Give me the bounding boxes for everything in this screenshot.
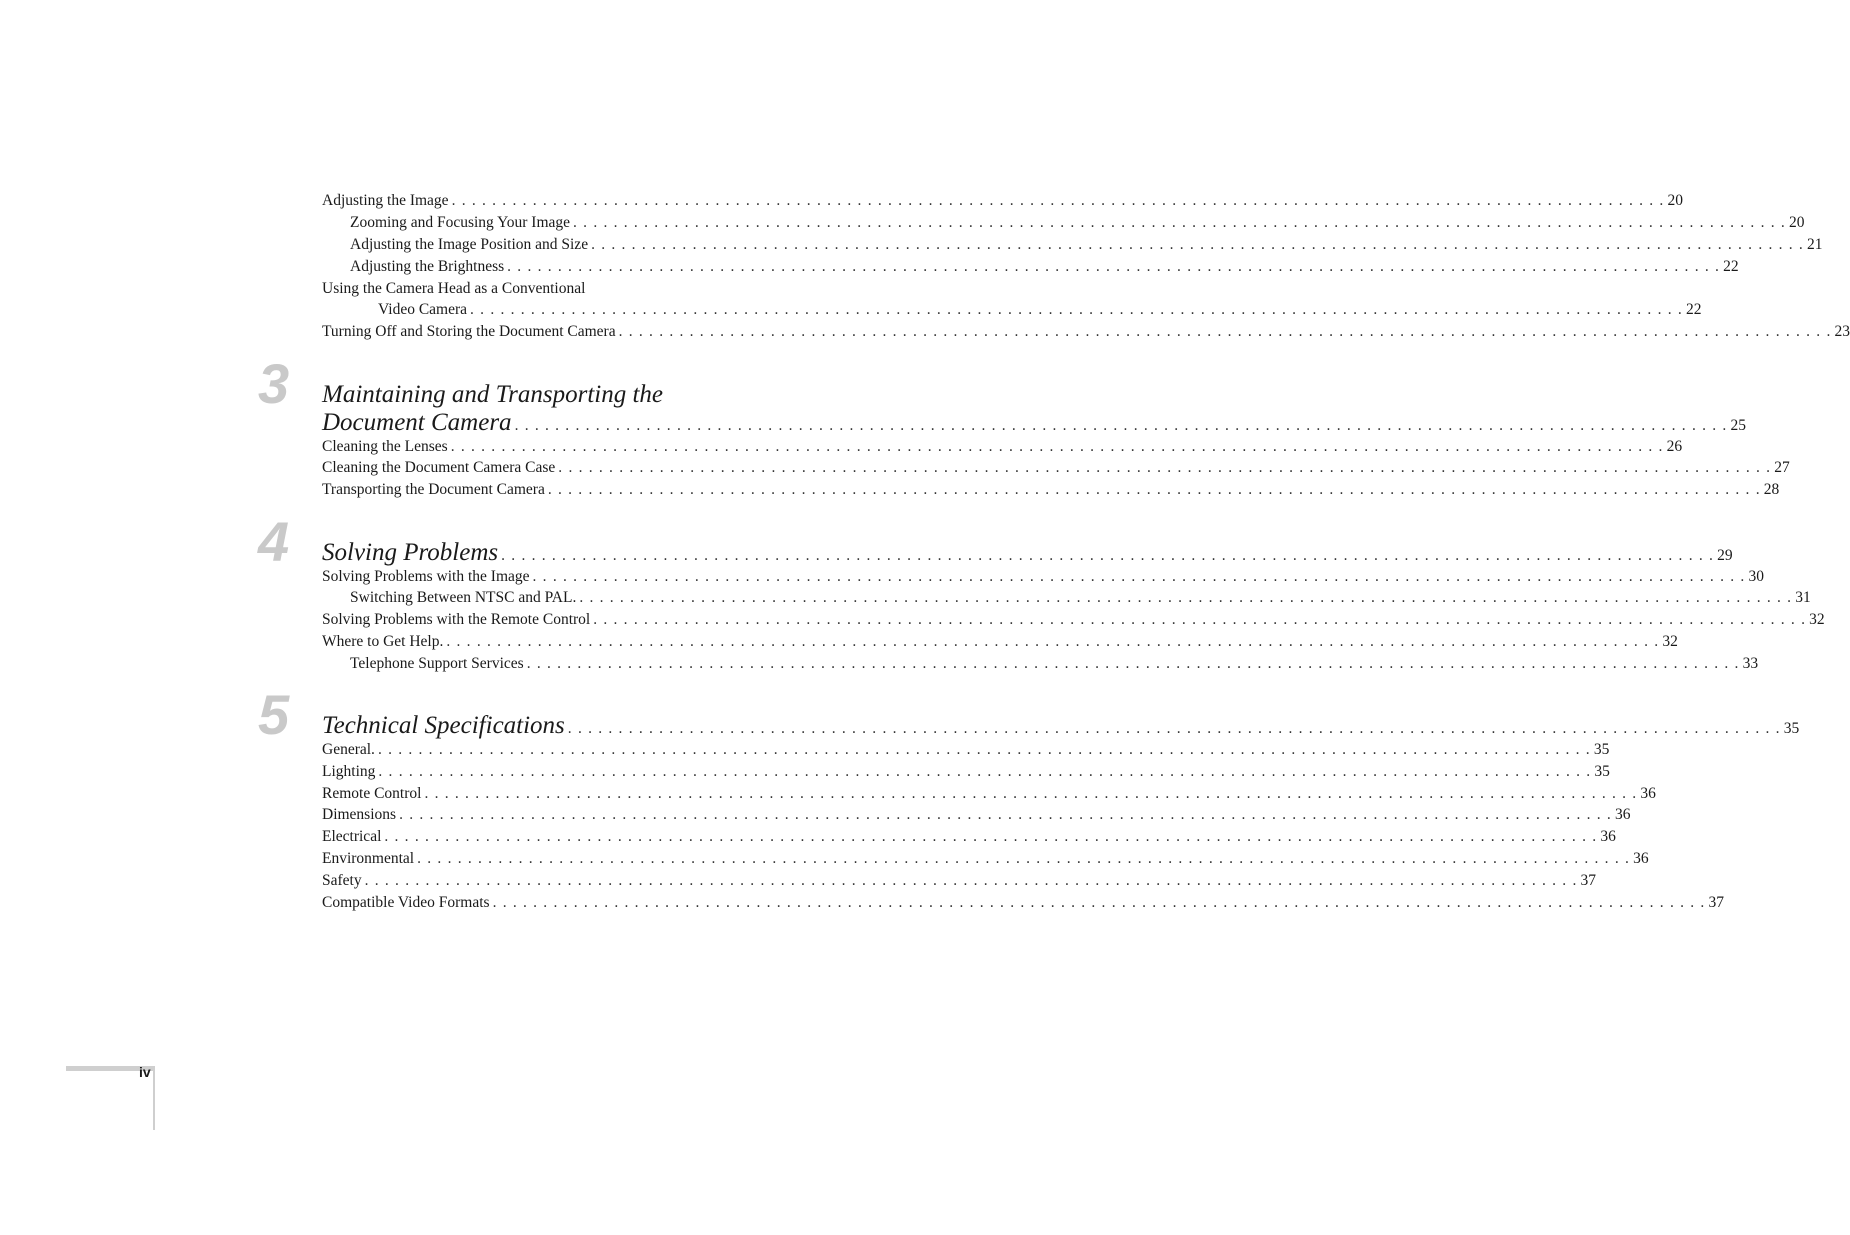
toc-entry-page: 36 bbox=[1633, 850, 1649, 867]
toc-entry-page: 23 bbox=[1834, 323, 1850, 340]
dot-leader: . . . . . . . . . . . . . . . . . . . . . . . . . . . . . . . . . . . . . . . . . . . . . . . . . . . . . . . . . . . . . . . . . . . . . . . . . . . . . . . . . . . . . . . . . . . . . . . . . . . . . . . . . . . . . . . . . . . . . . . . bbox=[558, 459, 1772, 476]
toc-entry[interactable] bbox=[322, 481, 1780, 499]
toc-entry-title: Environmental bbox=[322, 850, 415, 867]
toc-entry-page: 32 bbox=[1662, 633, 1678, 650]
toc-entry-title: Adjusting the Image bbox=[322, 192, 449, 209]
toc-entry-page: 27 bbox=[1774, 459, 1790, 476]
toc-entry[interactable] bbox=[322, 323, 1850, 341]
dot-leader: . . . . . . . . . . . . . . . . . . . . . . . . . . . . . . . . . . . . . . . . . . . . . . . . . . . . . . . . . . . . . . . . . . . . . . . . . . . . . . . . . . . . . . . . . . . . . . . . . . . . . . . . . . . . . . . . . . . . . . . . bbox=[378, 763, 1592, 780]
toc-entry-title: Turning Off and Storing the Document Camera bbox=[322, 323, 616, 340]
toc-entry-page: 33 bbox=[1742, 655, 1759, 672]
toc-entry-page: 36 bbox=[1600, 828, 1616, 845]
toc-entry-page: 20 bbox=[1788, 214, 1805, 231]
toc-entry-title: Solving Problems with the Remote Control bbox=[322, 611, 591, 628]
dot-leader: . . . . . . . . . . . . . . . . . . . . . . . . . . . . . . . . . . . . . . . . . . . . . . . . . . . . . . . . . . . . . . . . . . . . . . . . . . . . . . . . . . . . . . . . . . . . . . . . . . . . . . . . . . . . . . . . . . . . . . . . bbox=[593, 611, 1807, 628]
toc-entry-title: Solving Problems with the Image bbox=[322, 568, 530, 585]
toc-entry-page: 32 bbox=[1809, 611, 1825, 628]
toc-entry[interactable] bbox=[322, 806, 1631, 824]
toc-entry-page: 37 bbox=[1580, 872, 1597, 889]
page-number: iv bbox=[139, 1064, 151, 1080]
dot-leader: . . . . . . . . . . . . . . . . . . . . . . . . . . . . . . . . . . . . . . . . . . . . . . . . . . . . . . . . . . . . . . . . . . . . . . . . . . . . . . . . . . . . . . . . . . . . . . . . . . . . . . . . . . . . . . . . . . . . . . . . bbox=[526, 655, 1740, 672]
toc-entry[interactable] bbox=[322, 785, 1656, 803]
dot-leader: . . . . . . . . . . . . . . . . . . . . . . . . . . . . . . . . . . . . . . . . . . . . . . . . . . . . . . . . . . . . . . . . . . . . . . . . . . . . . . . . . . . . . . . . . . . . . . . . . . . . . . . . . . . . . . . . . . . . . . . . bbox=[450, 438, 1664, 455]
toc-entry-title: Video Camera bbox=[378, 301, 468, 318]
chapter-page: 29 bbox=[1717, 547, 1733, 564]
toc-entry[interactable] bbox=[322, 192, 1683, 210]
toc-entry[interactable] bbox=[322, 459, 1790, 477]
toc-entry-page: 20 bbox=[1667, 192, 1683, 209]
toc-entry-title-line[interactable]: Using the Camera Head as a Conventional bbox=[322, 280, 586, 297]
dot-leader: . . . . . . . . . . . . . . . . . . . . . . . . . . . . . . . . . . . . . . . . . . . . . . . . . . . . . . . . . . . . . . . . . . . . . . . . . . . . . . . . . . . . . . . . . . . . . . . . . . . . . . . . . . . . . . . . . . . . . . . . bbox=[547, 481, 1761, 498]
chapter-number: 4 bbox=[258, 510, 290, 573]
dot-leader: . . . . . . . . . . . . . . . . . . . . . . . . . . . . . . . . . . . . . . . . . . . . . . . . . . . . . . . . . . . . . . . . . . . . . . . . . . . . . . . . . . . . . . . . . . . . . . . . . . . . . . . . . . . . . . . . . . . . . . . . bbox=[532, 568, 1746, 585]
chapter-heading[interactable] bbox=[322, 538, 1733, 571]
toc-entry-title: Zooming and Focusing Your Image bbox=[350, 214, 571, 231]
toc-entry-page: 28 bbox=[1763, 481, 1780, 498]
folio-vertical-rule bbox=[153, 1066, 155, 1130]
dot-leader: . . . . . . . . . . . . . . . . . . . . . . . . . . . . . . . . . . . . . . . . . . . . . . . . . . . . . . . . . . . . . . . . . . . . . . . . . . . . . . . . . . . . . . . . . . . . . . . . . . . . . . . . . . . . . . . . . . . . . . . . bbox=[399, 806, 1612, 823]
toc-entry[interactable] bbox=[350, 214, 1805, 232]
toc-entry[interactable] bbox=[322, 828, 1616, 846]
dot-leader: . . . . . . . . . . . . . . . . . . . . . . . . . . . . . . . . . . . . . . . . . . . . . . . . . . . . . . . . . . . . . . . . . . . . . . . . . . . . . . . . . . . . . . . . . . . . . . . . . . . . . . . . . . . . . . . . . . . . . . . . bbox=[377, 741, 1591, 758]
dot-leader: . . . . . . . . . . . . . . . . . . . . . . . . . . . . . . . . . . . . . . . . . . . . . . . . . . . . . . . . . . . . . . . . . . . . . . . . . . . . . . . . . . . . . . . . . . . . . . . . . . . . . . . . . . . . . . . . . . . . . . . . bbox=[451, 192, 1665, 209]
chapter-number: 5 bbox=[258, 683, 290, 746]
toc-entry-page: 36 bbox=[1615, 806, 1631, 823]
dot-leader: . . . . . . . . . . . . . . . . . . . . . . . . . . . . . . . . . . . . . . . . . . . . . . . . . . . . . . . . . . . . . . . . . . . . . . . . . . . . . . . . . . . . . . . . . . . . . . . . . . . . . . . . . . . . . . . . . . . . . . . . bbox=[384, 828, 1598, 845]
toc-entry-title: Adjusting the Image Position and Size bbox=[350, 236, 589, 253]
chapter-page: 35 bbox=[1783, 720, 1800, 737]
toc-entry[interactable] bbox=[350, 655, 1759, 673]
toc-entry-page: 21 bbox=[1807, 236, 1823, 253]
toc-entry[interactable] bbox=[350, 236, 1823, 254]
dot-leader: . . . . . . . . . . . . . . . . . . . . . . . . . . . . . . . . . . . . . . . . . . . . . . . . . . . . . . . . . . . . . . . . . . . . . . . . . . . . . . . . . . . . . . . . . . . . . . . . . . . . . . . . . . . . . . . . . . . . . . . . bbox=[492, 894, 1706, 911]
toc-entry[interactable] bbox=[322, 741, 1610, 759]
toc-entry[interactable] bbox=[322, 763, 1610, 781]
dot-leader: . . . . . . . . . . . . . . . . . . . . . . . . . . . . . . . . . . . . . . . . . . . . . . . . . . . . . . . . . . . . . . . . . . . . . . . . . . . . . . . . . . . . . . . . . . . . . . . . . . . . . . . . . . . . . . . . . . . . . . . . bbox=[591, 236, 1805, 253]
toc-entry-page: 36 bbox=[1640, 785, 1656, 802]
toc-entry[interactable] bbox=[322, 894, 1724, 912]
toc-entry-title: General. bbox=[322, 741, 375, 758]
toc-entry-page: 31 bbox=[1795, 589, 1811, 606]
toc-entry-title: Adjusting the Brightness bbox=[350, 258, 505, 275]
toc-entry-title: Remote Control bbox=[322, 785, 422, 802]
toc-entry-title: Where to Get Help. bbox=[322, 633, 444, 650]
toc-entry-title: Lighting bbox=[322, 763, 376, 780]
toc-entry-title: Cleaning the Document Camera Case bbox=[322, 459, 556, 476]
toc-entry[interactable] bbox=[322, 568, 1764, 586]
chapter-number: 3 bbox=[258, 352, 290, 415]
toc-entry-page: 35 bbox=[1594, 763, 1610, 780]
dot-leader: . . . . . . . . . . . . . . . . . . . . . . . . . . . . . . . . . . . . . . . . . . . . . . . . . . . . . . . . . . . . . . . . . . . . . . . . . . . . . . . . . . . . . . . . . . . . . . . . . . . . . . . . . . . . . . . . . . . . . . . . bbox=[424, 785, 1638, 802]
chapter-heading[interactable] bbox=[322, 408, 1746, 441]
dot-leader: . . . . . . . . . . . . . . . . . . . . . . . . . . . . . . . . . . . . . . . . . . . . . . . . . . . . . . . . . . . . . . . . . . . . . . . . . . . . . . . . . . . . . . . . . . . . . . . . . . . . . . . . . . . . . . . . . . . . . . . . bbox=[573, 214, 1786, 231]
toc-entry[interactable] bbox=[322, 633, 1678, 651]
dot-leader: . . . . . . . . . . . . . . . . . . . . . . . . . . . . . . . . . . . . . . . . . . . . . . . . . . . . . . . . . . . . . . . . . . . . . . . . . . . . . . . . . . . . . . . . . . . . . . . . . . . . . . . . . . . . . . . . . . . . . . . . bbox=[567, 720, 1781, 737]
dot-leader: . . . . . . . . . . . . . . . . . . . . . . . . . . . . . . . . . . . . . . . . . . . . . . . . . . . . . . . . . . . . . . . . . . . . . . . . . . . . . . . . . . . . . . . . . . . . . . . . . . . . . . . . . . . . . . . . . . . . . . . . bbox=[514, 417, 1728, 434]
chapter-title[interactable]: Maintaining and Transporting the bbox=[322, 381, 664, 408]
dot-leader: . . . . . . . . . . . . . . . . . . . . . . . . . . . . . . . . . . . . . . . . . . . . . . . . . . . . . . . . . . . . . . . . . . . . . . . . . . . . . . . . . . . . . . . . . . . . . . . . . . . . . . . . . . . . . . . . . . . . . . . . bbox=[446, 633, 1660, 650]
toc-entry-title: Telephone Support Services bbox=[350, 655, 524, 672]
toc-entry[interactable] bbox=[350, 258, 1739, 276]
dot-leader: . . . . . . . . . . . . . . . . . . . . . . . . . . . . . . . . . . . . . . . . . . . . . . . . . . . . . . . . . . . . . . . . . . . . . . . . . . . . . . . . . . . . . . . . . . . . . . . . . . . . . . . . . . . . . . . . . . . . . . . . bbox=[470, 301, 1683, 318]
toc-entry-page: 22 bbox=[1723, 258, 1739, 275]
toc-entry[interactable] bbox=[322, 611, 1825, 629]
dot-leader: . . . . . . . . . . . . . . . . . . . . . . . . . . . . . . . . . . . . . . . . . . . . . . . . . . . . . . . . . . . . . . . . . . . . . . . . . . . . . . . . . . . . . . . . . . . . . . . . . . . . . . . . . . . . . . . . . . . . . . . . bbox=[364, 872, 1578, 889]
chapter-heading[interactable] bbox=[322, 711, 1800, 744]
toc-entry[interactable] bbox=[322, 438, 1683, 456]
dot-leader: . . . . . . . . . . . . . . . . . . . . . . . . . . . . . . . . . . . . . . . . . . . . . . . . . . . . . . . . . . . . . . . . . . . . . . . . . . . . . . . . . . . . . . . . . . . . . . . . . . . . . . . . . . . . . . . . . . . . . . . . bbox=[579, 589, 1793, 606]
toc-entry[interactable] bbox=[322, 850, 1649, 868]
toc-entry-title: Safety bbox=[322, 872, 362, 889]
dot-leader: . . . . . . . . . . . . . . . . . . . . . . . . . . . . . . . . . . . . . . . . . . . . . . . . . . . . . . . . . . . . . . . . . . . . . . . . . . . . . . . . . . . . . . . . . . . . . . . . . . . . . . . . . . . . . . . . . . . . . . . . bbox=[501, 547, 1715, 564]
toc-entry-title: Transporting the Document Camera bbox=[322, 481, 545, 498]
toc-entry[interactable] bbox=[322, 872, 1597, 890]
dot-leader: . . . . . . . . . . . . . . . . . . . . . . . . . . . . . . . . . . . . . . . . . . . . . . . . . . . . . . . . . . . . . . . . . . . . . . . . . . . . . . . . . . . . . . . . . . . . . . . . . . . . . . . . . . . . . . . . . . . . . . . . bbox=[507, 258, 1721, 275]
dot-leader: . . . . . . . . . . . . . . . . . . . . . . . . . . . . . . . . . . . . . . . . . . . . . . . . . . . . . . . . . . . . . . . . . . . . . . . . . . . . . . . . . . . . . . . . . . . . . . . . . . . . . . . . . . . . . . . . . . . . . . . . bbox=[618, 323, 1832, 340]
toc-entry-page: 22 bbox=[1685, 301, 1702, 318]
toc-entry-page: 30 bbox=[1748, 568, 1764, 585]
toc-entry-title: Electrical bbox=[322, 828, 382, 845]
chapter-title: Solving Problems bbox=[322, 539, 499, 566]
chapter-title: Document Camera bbox=[322, 409, 512, 436]
toc-entry[interactable] bbox=[350, 589, 1811, 607]
toc-entry-title: Compatible Video Formats bbox=[322, 894, 490, 911]
toc-entry-title: Cleaning the Lenses bbox=[322, 438, 448, 455]
chapter-page: 25 bbox=[1730, 417, 1746, 434]
toc-entry-page: 35 bbox=[1593, 741, 1610, 758]
dot-leader: . . . . . . . . . . . . . . . . . . . . . . . . . . . . . . . . . . . . . . . . . . . . . . . . . . . . . . . . . . . . . . . . . . . . . . . . . . . . . . . . . . . . . . . . . . . . . . . . . . . . . . . . . . . . . . . . . . . . . . . . bbox=[417, 850, 1631, 867]
toc-entry-title: Switching Between NTSC and PAL. bbox=[350, 589, 577, 606]
chapter-title: Technical Specifications bbox=[322, 712, 565, 739]
toc-entry-page: 26 bbox=[1666, 438, 1683, 455]
toc-entry-title: Dimensions bbox=[322, 806, 397, 823]
toc-entry[interactable] bbox=[378, 301, 1702, 319]
toc-entry-page: 37 bbox=[1708, 894, 1724, 911]
